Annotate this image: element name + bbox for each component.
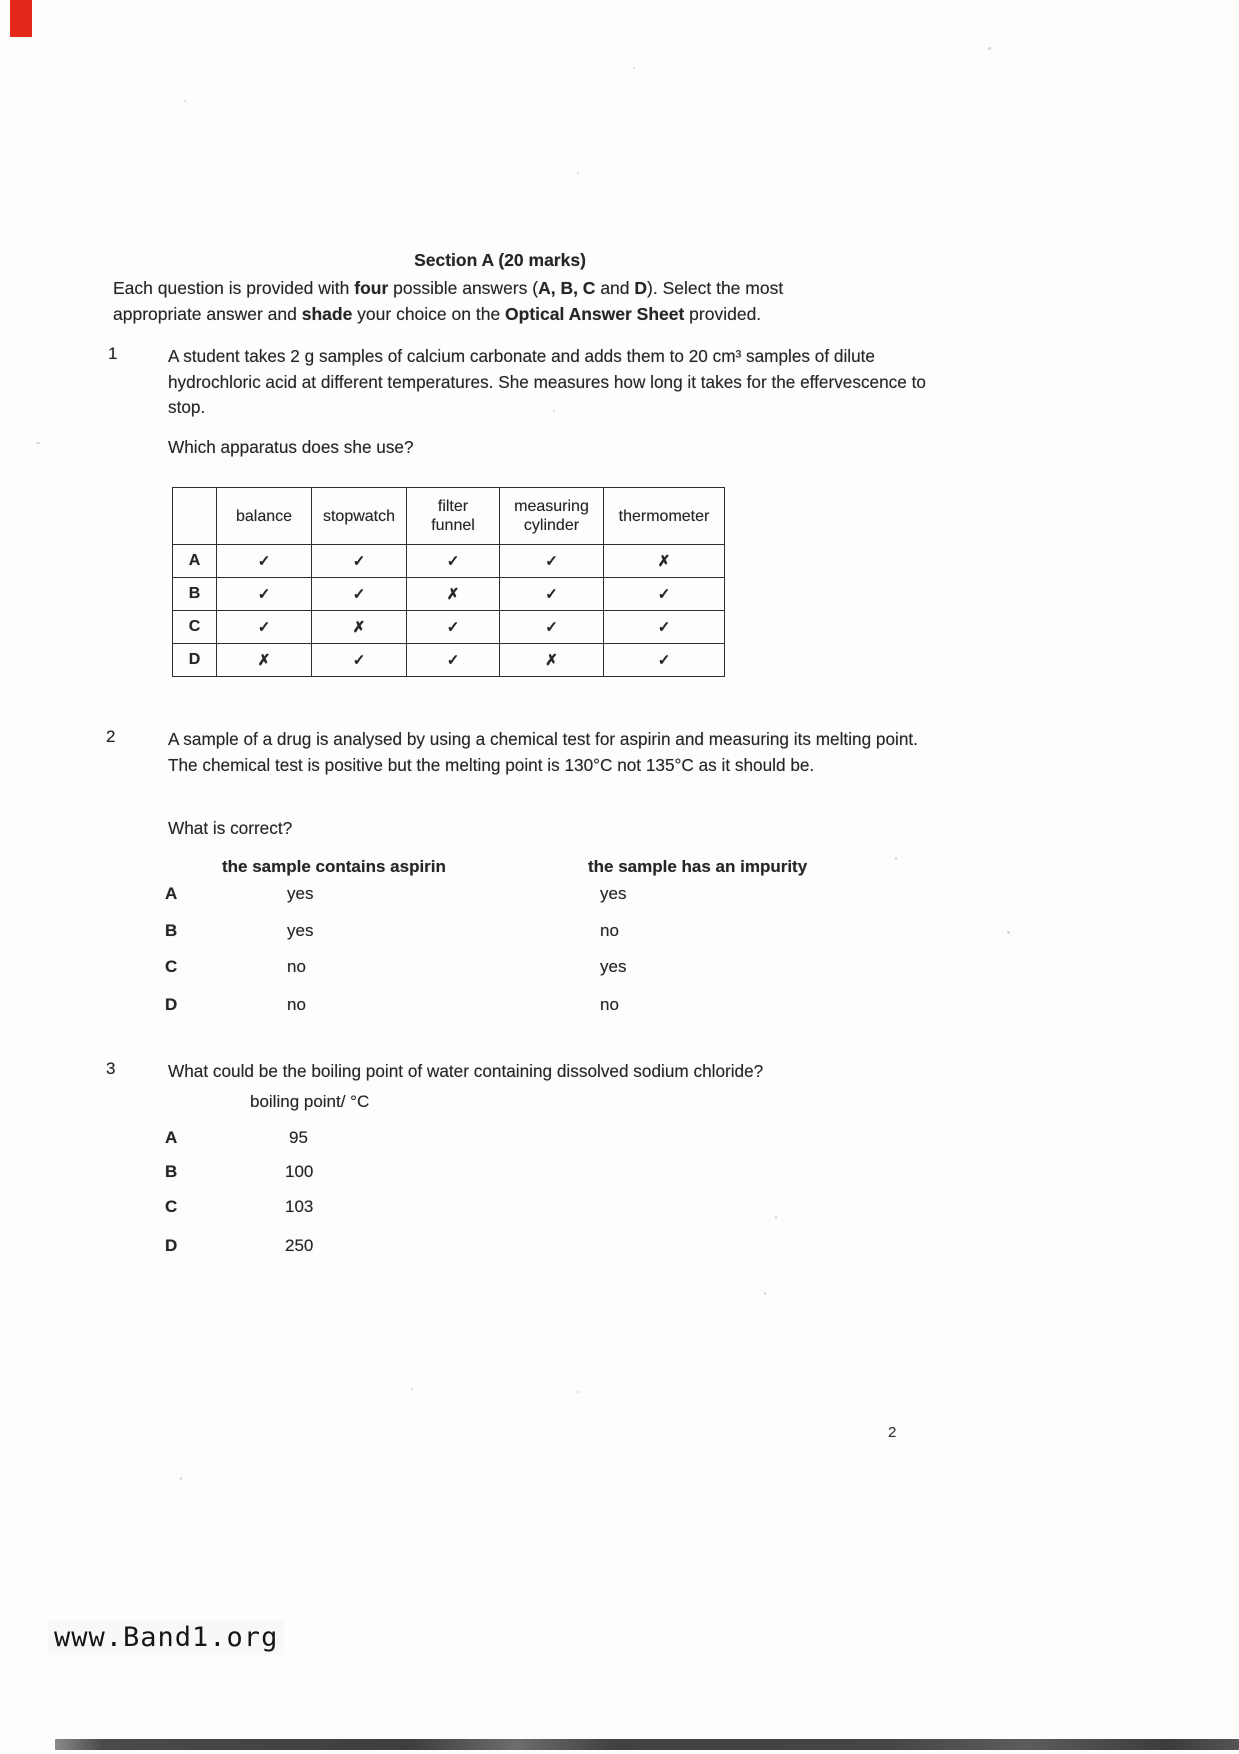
option-value-impurity: no <box>600 921 619 940</box>
option-row <box>165 1162 565 1188</box>
scan-speck <box>988 47 991 50</box>
row-label: C <box>173 611 217 644</box>
option-label: B <box>165 921 178 940</box>
option-label: A <box>165 884 178 903</box>
option-value-aspirin: no <box>287 957 306 976</box>
option-row <box>165 995 905 1021</box>
option-row <box>165 1197 565 1223</box>
apparatus-table <box>172 487 725 677</box>
option-label: D <box>165 1236 178 1255</box>
mark-cell: ✓ <box>217 545 312 578</box>
mark-cell: ✓ <box>312 644 407 677</box>
mark-cell: ✓ <box>312 578 407 611</box>
section-title: Section A (20 marks) <box>414 250 586 270</box>
option-label: C <box>165 1197 178 1216</box>
option-row <box>165 921 905 947</box>
table-header-cell: balance <box>217 488 312 545</box>
option-value-impurity: no <box>600 995 619 1014</box>
table-row <box>173 611 725 644</box>
option-value: 100 <box>285 1162 314 1181</box>
mark-cell: ✓ <box>217 578 312 611</box>
option-row <box>165 884 905 910</box>
mark-cell: ✓ <box>407 644 500 677</box>
question-3-options <box>165 1092 565 1312</box>
mark-cell: ✓ <box>500 578 604 611</box>
question-3-text: What could be the boiling point of water containing dissolved sodium chloride? <box>168 1061 764 1081</box>
q2-col1-header: the sample contains aspirin <box>222 857 446 876</box>
mark-cell: ✓ <box>604 611 725 644</box>
mark-cell: ✓ <box>312 545 407 578</box>
scan-speck <box>184 100 186 102</box>
question-2-number: 2 <box>106 727 116 746</box>
option-value-aspirin: yes <box>287 884 314 903</box>
mark-cell: ✓ <box>217 611 312 644</box>
option-value: 250 <box>285 1236 314 1255</box>
option-value-impurity: yes <box>600 957 627 976</box>
row-label: B <box>173 578 217 611</box>
option-header-row <box>165 857 905 883</box>
option-header-row <box>165 1092 565 1118</box>
bottom-scan-bar <box>55 1739 1239 1750</box>
mark-cell: ✗ <box>500 644 604 677</box>
scan-speck <box>180 1477 182 1480</box>
table-header-cell: thermometer <box>604 488 725 545</box>
option-value: 95 <box>289 1128 308 1147</box>
red-ink-mark <box>10 0 32 37</box>
question-1-prompt: Which apparatus does she use? <box>168 437 414 457</box>
mark-cell: ✓ <box>604 578 725 611</box>
option-label: A <box>165 1128 178 1147</box>
option-value-impurity: yes <box>600 884 627 903</box>
mark-cell: ✗ <box>217 644 312 677</box>
option-value-aspirin: yes <box>287 921 314 940</box>
scan-speck <box>1007 931 1010 934</box>
scan-speck <box>633 67 635 69</box>
option-label: C <box>165 957 178 976</box>
question-2-prompt: What is correct? <box>168 818 293 838</box>
q3-column-header: boiling point/ °C <box>250 1092 370 1111</box>
table-header-cell: measuring cylinder <box>500 488 604 545</box>
option-row <box>165 957 905 983</box>
mark-cell: ✗ <box>604 545 725 578</box>
mark-cell: ✓ <box>500 545 604 578</box>
table-row <box>173 644 725 677</box>
section-instructions: Each question is provided with four possible answers (A, B, C and D). Select the most appropriate answer and shade your choice on the Optical Answer Sheet provided. <box>113 278 784 324</box>
option-label: D <box>165 995 178 1014</box>
table-row <box>173 545 725 578</box>
table-header-cell <box>173 488 217 545</box>
row-label: A <box>173 545 217 578</box>
question-2-options <box>165 857 905 1037</box>
mark-cell: ✗ <box>407 578 500 611</box>
option-value: 103 <box>285 1197 314 1216</box>
scan-speck <box>775 1216 777 1219</box>
table-row <box>173 578 725 611</box>
scan-speck <box>577 172 579 174</box>
scan-speck <box>411 1388 413 1390</box>
question-1-number: 1 <box>108 344 118 363</box>
page-number: 2 <box>888 1424 897 1441</box>
mark-cell: ✓ <box>407 611 500 644</box>
mark-cell: ✓ <box>407 545 500 578</box>
scan-speck <box>764 1292 766 1295</box>
option-row <box>165 1236 565 1262</box>
table-header-cell: filter funnel <box>407 488 500 545</box>
option-label: B <box>165 1162 178 1181</box>
q2-col2-header: the sample has an impurity <box>588 857 808 876</box>
scan-speck <box>577 1391 579 1393</box>
scan-speck <box>36 442 40 444</box>
watermark: www.Band1.org <box>54 1622 279 1653</box>
mark-cell: ✓ <box>500 611 604 644</box>
question-3-number: 3 <box>106 1059 116 1078</box>
mark-cell: ✗ <box>312 611 407 644</box>
option-row <box>165 1128 565 1154</box>
table-header-cell: stopwatch <box>312 488 407 545</box>
question-2-text: A sample of a drug is analysed by using a chemical test for aspirin and measuring its melting point. The chemical test is positive but the melting point is 130°C not 135°C as it should be. <box>168 729 918 775</box>
question-1-text: A student takes 2 g samples of calcium carbonate and adds them to 20 cm³ samples of dilute hydrochloric acid at different temperatures. She measures how long it takes for the effervescence to stop. <box>168 346 926 417</box>
row-label: D <box>173 644 217 677</box>
option-value-aspirin: no <box>287 995 306 1014</box>
table-header-row <box>173 488 725 545</box>
mark-cell: ✓ <box>604 644 725 677</box>
